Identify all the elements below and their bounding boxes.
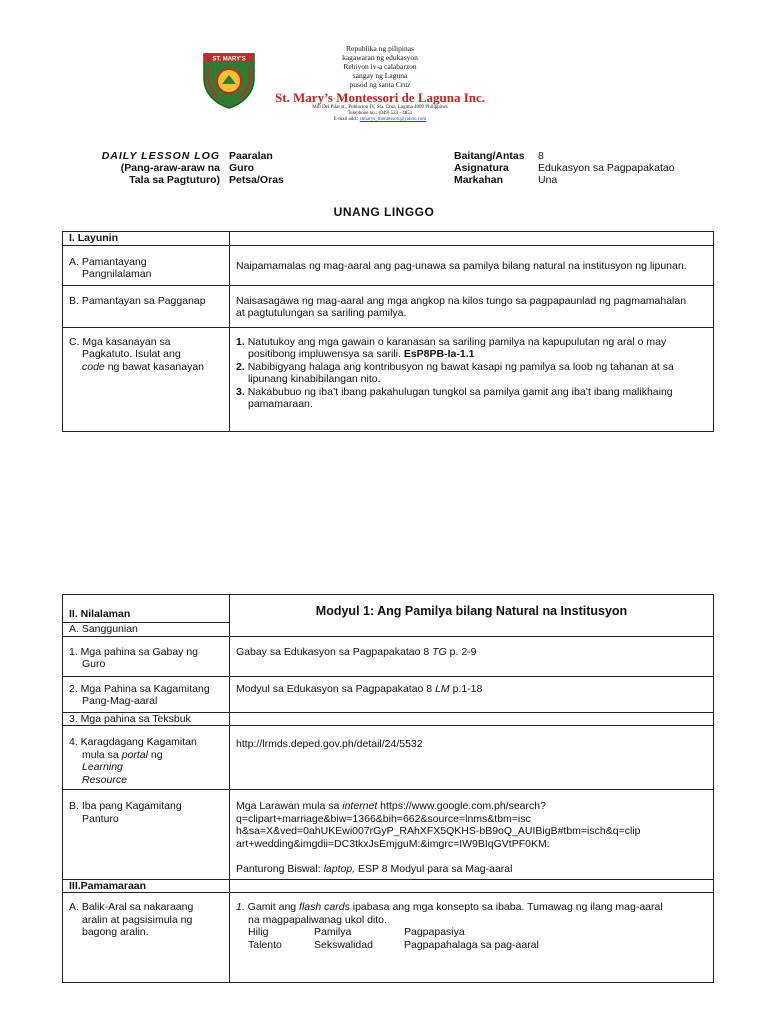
- module-title: Modyul 1: Ang Pamilya bilang Natural na Institusyon: [230, 595, 714, 637]
- guro-label: Guro: [229, 162, 255, 174]
- school-name: St. Mary’s Montessori de Laguna Inc.: [274, 90, 486, 105]
- table-row: 2. Mga Pahina sa Kagamitang Pang-Mag-aaral Modyul sa Edukasyon sa Pagpapakatao 8 LM p.1-18: [63, 676, 714, 712]
- word-item: Sekswalidad: [314, 938, 373, 951]
- nilalaman-header: II. Nilalaman: [63, 595, 230, 623]
- header-line4: sangay ng Laguna: [352, 71, 408, 80]
- header-line1: Republika ng pilipinas: [346, 44, 414, 53]
- nilalaman-table: [62, 594, 714, 983]
- list-item: 3. Nakabubuo ng iba’t ibang pakahulugan tungkol sa pamilya gamit ang iba’t ibang malikhaing pamamaraan.: [236, 385, 673, 410]
- google-search-link[interactable]: https://www.google.com.ph/search?: [377, 800, 546, 812]
- c-label-1: C. Mga kasanayan sa: [69, 335, 171, 348]
- paaralan-label: Paaralan: [229, 150, 273, 162]
- info-left-labels: [229, 150, 284, 186]
- asignatura-label: Asignatura: [454, 162, 509, 174]
- competency-code: EsP8PB-Ia-1.1: [403, 348, 475, 360]
- markahan-value: Una: [538, 174, 558, 186]
- school-telephone: Telephone no.: (049) 523 - 4851: [347, 111, 413, 116]
- email-link[interactable]: stmarys_montessori@yahoo.com: [359, 117, 427, 122]
- table-row: [63, 327, 714, 431]
- list-item: 2. Nabibigyang halaga ang kontribusyon ng bawat kasapi ng pamilya sa loob ng tahanan at sa lipunang kinabibilangan nito.: [236, 360, 674, 385]
- a-label-1: A. Pamantayang: [69, 255, 147, 268]
- sanggunian-label: A. Sanggunian: [63, 623, 230, 637]
- word-item: Talento: [248, 938, 282, 951]
- header-line3: Rehiyon iv-a calabarzon: [343, 62, 417, 71]
- dll-line2: (Pang-araw-araw na: [120, 162, 220, 174]
- b-value-2: at pagtutulungan sa sariling pamilya.: [236, 307, 407, 319]
- table-row: A. Balik-Aral sa nakaraang aralin at pagsisimula ng bagong aralin. 1. Gamit ang flash cards ipabasa ang mga konsepto sa ibaba. Tumawag ng ilang mag-aaral na magpapaliwanag ukol dito. Hilig Pamilya Pagpapasiya Talento Sekswalidad Pagpapahalaga sa pag-aaral: [63, 893, 714, 983]
- table-row: 3. Mga pahina sa Teksbuk: [63, 712, 714, 726]
- a-value: Naipamamalas ng mag-aaral ang pag-unawa sa pamilya bilang natural na institusyon ng lipunan.: [230, 245, 714, 285]
- a-label-2: Pangnilalaman: [82, 268, 152, 280]
- c-label-2: Pagkatuto. Isulat ang: [82, 348, 181, 360]
- logo-text: ST. MARY'S: [212, 56, 246, 63]
- letterhead: [265, 44, 495, 123]
- info-right-labels: [454, 150, 525, 186]
- word-item: Pamilya: [314, 926, 352, 938]
- header-line2: kagawaran ng edukasyon: [342, 53, 418, 62]
- petsa-label: Petsa/Oras: [229, 174, 284, 186]
- table-row: 4. Karagdagang Kagamitan mula sa portal ng Learning Resource http://lrmds.deped.gov.ph/detail/24/5532: [63, 726, 714, 790]
- pamamaraan-header: III.Pamamaraan: [63, 879, 230, 893]
- b-value-1: Naisasagawa ng mag-aaral ang mga angkop na kilos tungo sa pagpapaunlad ng pagmamahalan: [236, 294, 687, 307]
- c-label-3-rest: ng bawat kasanayan: [104, 360, 205, 373]
- table-row: [63, 245, 714, 285]
- concept-words: [236, 926, 707, 951]
- header-line5: pusod ng santa Cruz: [349, 80, 411, 89]
- word-item: Pagpapasiya: [404, 926, 465, 938]
- word-item: Hilig: [248, 926, 269, 938]
- dll-line3: Tala sa Pagtuturo): [129, 174, 220, 186]
- school-email-line: [265, 117, 495, 123]
- lrmds-link[interactable]: http://lrmds.deped.gov.ph/detail/24/5532: [230, 726, 714, 790]
- markahan-label: Markahan: [454, 174, 504, 186]
- list-item: 1. Natutukoy ang mga gawain o karanasan sa sariling pamilya na kapupulutan ng aral o may positibong impluwensya sa sarili. EsP8PB-Ia-1.1: [236, 335, 667, 360]
- baitang-label: Baitang/Antas: [454, 150, 525, 162]
- school-logo: [200, 48, 258, 110]
- table-row: [63, 285, 714, 327]
- email-label: E-mail add.:: [333, 117, 359, 122]
- b-label: B. Pamantayan sa Pagganap: [63, 285, 230, 327]
- week-title: UNANG LINGGO: [333, 205, 435, 219]
- asignatura-value: Edukasyon sa Pagpapakatao: [538, 162, 675, 174]
- dll-line1: DAILY LESSON LOG: [101, 150, 220, 162]
- table-row: 1. Mga pahina sa Gabay ng Guro Gabay sa Edukasyon sa Pagpapakatao 8 TG p. 2-9: [63, 636, 714, 676]
- dll-title: [90, 150, 220, 186]
- layunin-table: [62, 231, 714, 432]
- baitang-value: 8: [538, 150, 544, 162]
- competency-list: [236, 336, 707, 411]
- info-right-values: [538, 150, 675, 186]
- school-address: Mill Del Pilar st., Poblacion IV, Sta. Cruz, Laguna 4009 Philippines: [312, 105, 448, 110]
- word-item: Pagpapahalaga sa pag-aaral: [404, 938, 539, 951]
- table-row: B. Iba pang Kagamitang Panturo Mga Larawan mula sa internet https://www.google.com.ph/search? q=clipart+marriage&biw=1366&bih=662&source=lnms&tbm=isc h&sa=X&ved=0ahUKEwi007rGyP_RAhXFX5QKHS-bB9oQ_AUIBigB#tbm=isch&q=clip art+wedding&imgdii=DC3tkxJsEmjguM:&imgrc=IW9BIqGVtPF0KM: Panturong Biswal: laptop, ESP 8 Modyul para sa Mag-aaral: [63, 790, 714, 880]
- layunin-header: I. Layunin: [63, 232, 230, 246]
- c-label-3-italic: code: [82, 360, 105, 373]
